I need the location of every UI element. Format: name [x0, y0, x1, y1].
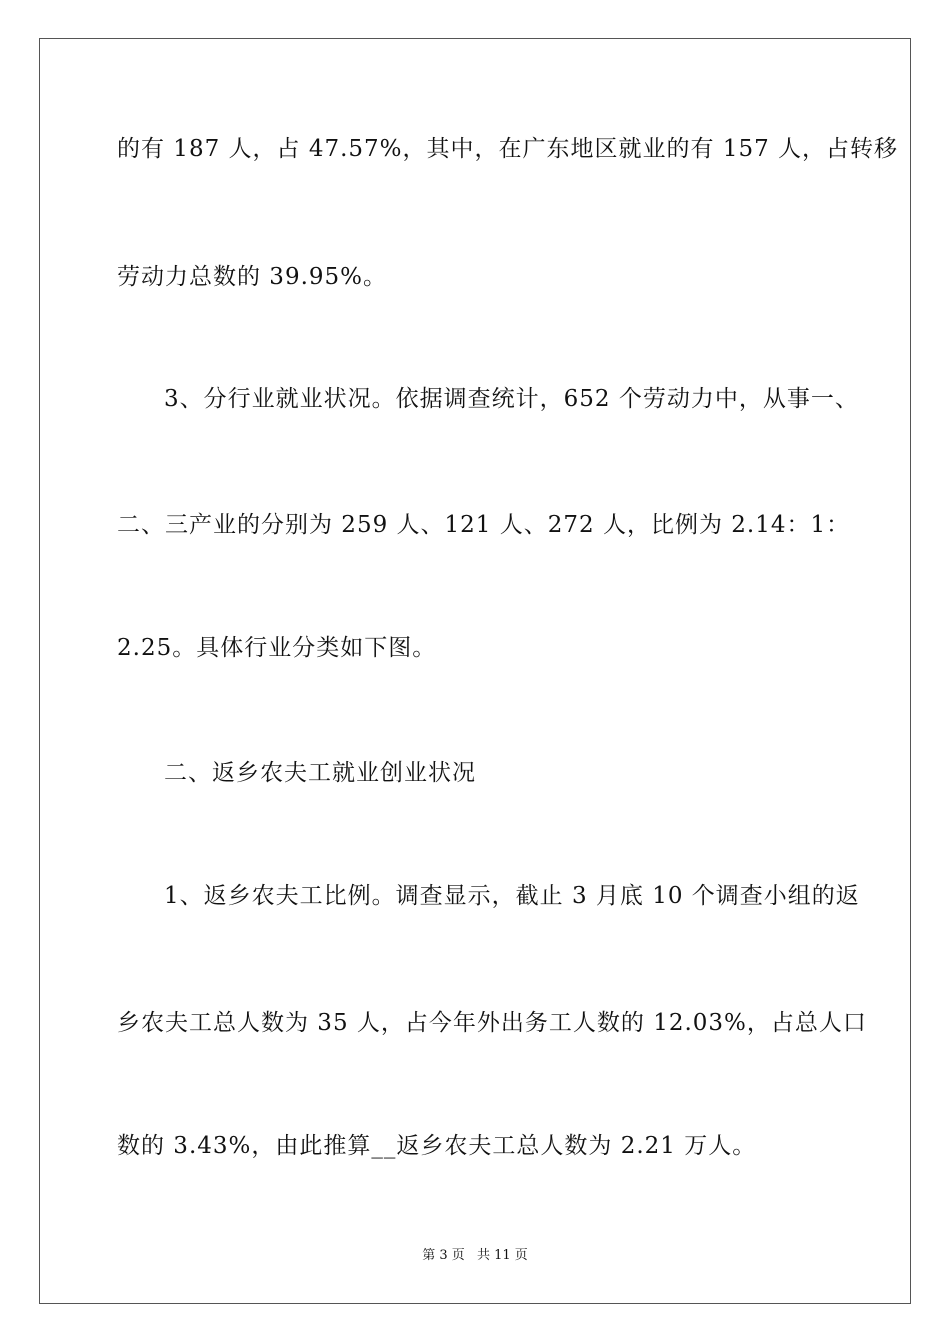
paragraph-line: 劳动力总数的 39.95%。 — [117, 264, 388, 290]
paragraph-line: 3、分行业就业状况。依据调查统计，652 个劳动力中，从事一、 — [164, 386, 859, 412]
page-number: 第 3 页 — [422, 1248, 465, 1263]
section-heading: 二、返乡农夫工就业创业状况 — [164, 760, 476, 786]
paragraph-line: 数的 3.43%，由此推算__返乡农夫工总人数为 2.21 万人。 — [117, 1133, 757, 1159]
page-footer — [0, 1247, 950, 1265]
page-border — [39, 38, 911, 1304]
paragraph-line: 2.25。具体行业分类如下图。 — [117, 635, 437, 661]
paragraph-line: 的有 187 人，占 47.57%，其中，在广东地区就业的有 157 人，占转移 — [117, 136, 899, 162]
paragraph-line: 乡农夫工总人数为 35 人，占今年外出务工人数的 12.03%，占总人口 — [117, 1010, 867, 1036]
paragraph-line: 1、返乡农夫工比例。调查显示，截止 3 月底 10 个调查小组的返 — [164, 883, 860, 909]
page-total: 共 11 页 — [476, 1248, 528, 1263]
paragraph-line: 二、三产业的分别为 259 人、121 人、272 人，比例为 2.14：1： — [117, 512, 851, 538]
